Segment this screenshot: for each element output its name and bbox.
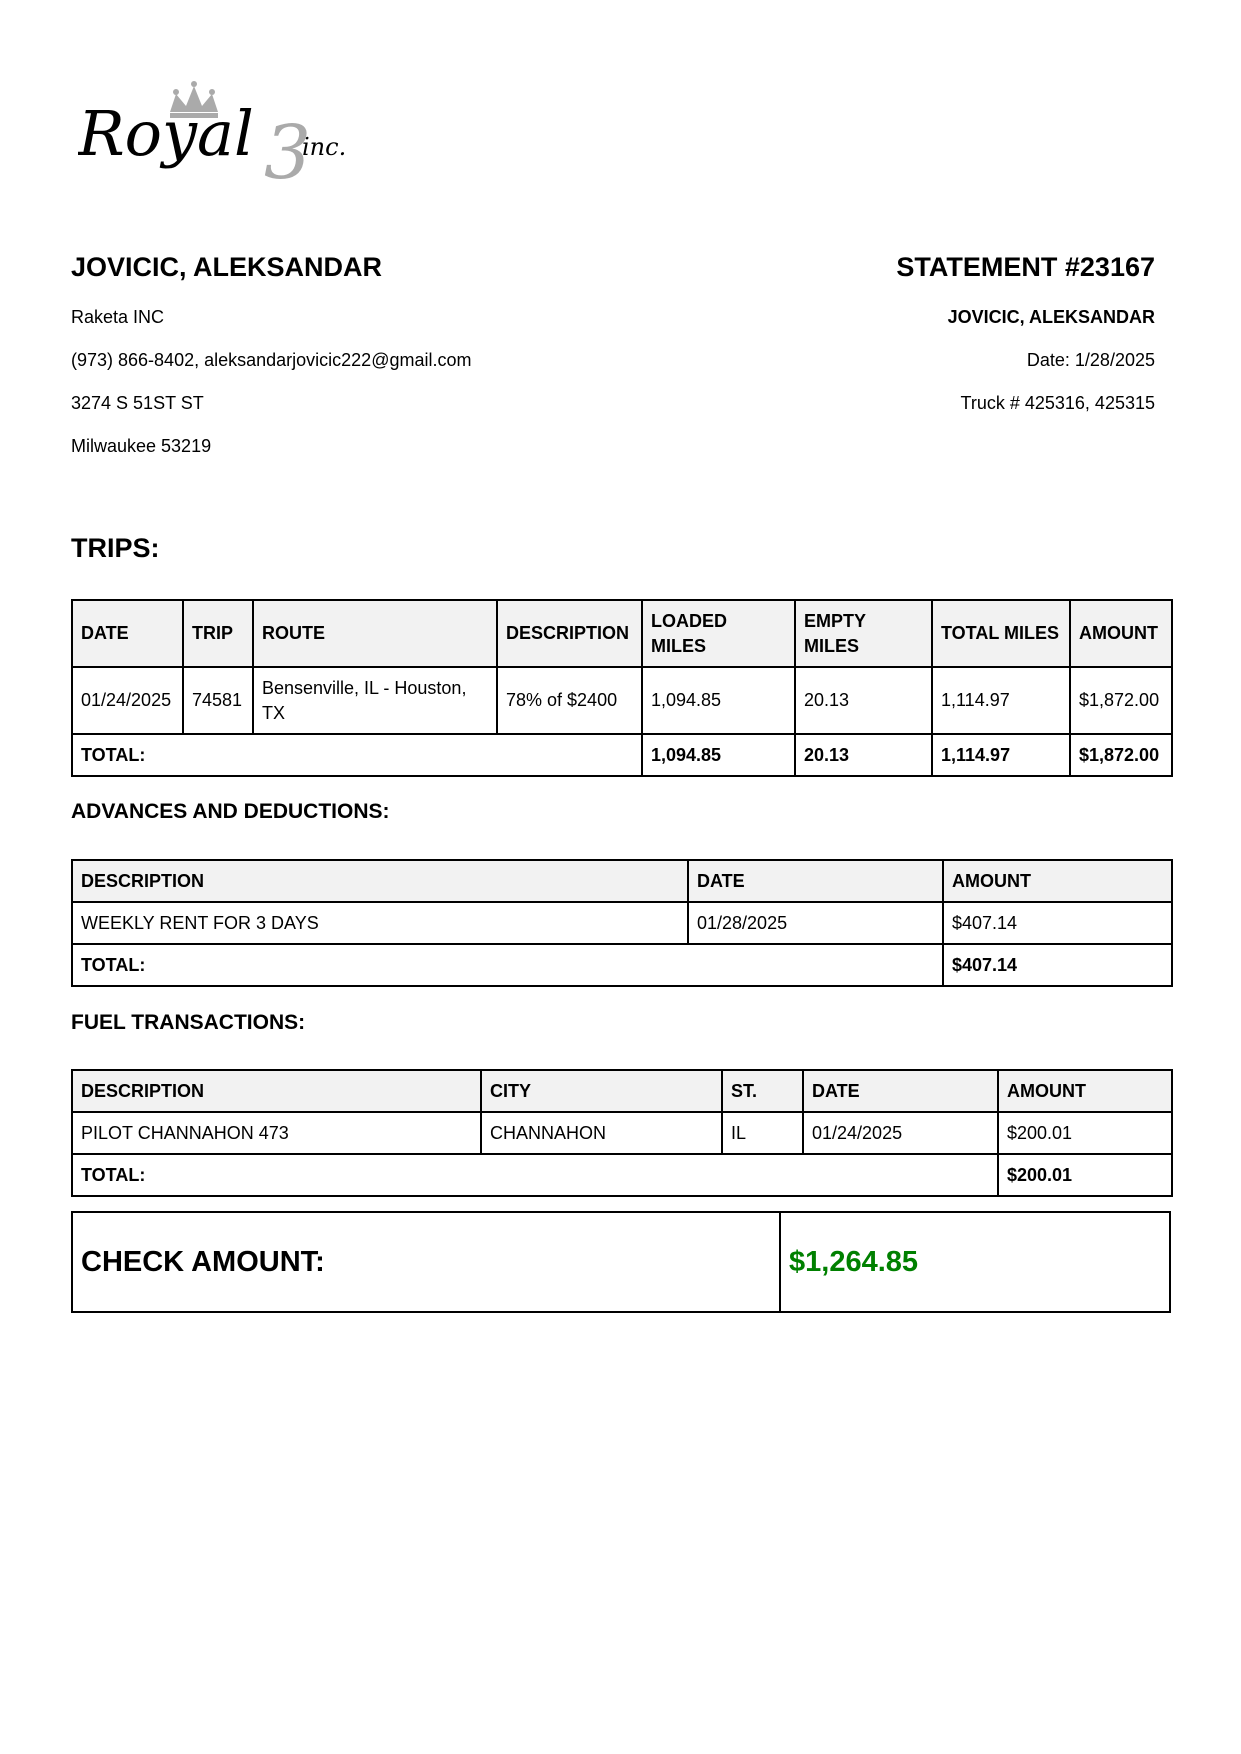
fuel-total-label: TOTAL: — [72, 1154, 998, 1196]
statement-driver-name: JOVICIC, ALEKSANDAR — [947, 307, 1155, 327]
advances-total-label: TOTAL: — [72, 944, 943, 986]
trips-total-row — [72, 734, 1172, 776]
column-header: CITY — [481, 1070, 722, 1112]
trips-total-label: TOTAL: — [72, 734, 642, 776]
trip-empty-miles: 20.13 — [795, 667, 932, 734]
company-name: Raketa INC — [71, 307, 165, 327]
column-header: AMOUNT — [943, 860, 1172, 902]
column-header: ROUTE — [253, 600, 497, 667]
advances-table — [71, 859, 1173, 987]
advance-description: WEEKLY RENT FOR 3 DAYS — [72, 902, 688, 944]
truck-numbers: Truck # 425316, 425315 — [960, 393, 1155, 413]
advances-header-row — [72, 860, 1172, 902]
check-amount-box — [71, 1211, 1171, 1313]
column-header: DATE — [72, 600, 183, 667]
trip-loaded-miles: 1,094.85 — [642, 667, 795, 734]
column-header: AMOUNT — [1070, 600, 1172, 667]
trip-total-miles: 1,114.97 — [932, 667, 1070, 734]
table-row — [72, 667, 1172, 734]
fuel-state: IL — [722, 1112, 803, 1154]
fuel-amount: $200.01 — [998, 1112, 1172, 1154]
column-header: DATE — [803, 1070, 998, 1112]
fuel-total-amount: $200.01 — [998, 1154, 1172, 1196]
column-header: ST. — [722, 1070, 803, 1112]
trips-total-amount: $1,872.00 — [1070, 734, 1172, 776]
trip-number: 74581 — [183, 667, 253, 734]
fuel-title: FUEL TRANSACTIONS: — [71, 1011, 306, 1034]
column-header: LOADED MILES — [642, 600, 795, 667]
column-header: DESCRIPTION — [497, 600, 642, 667]
statement-date: Date: 1/28/2025 — [1026, 350, 1155, 370]
trips-header-row — [72, 600, 1172, 667]
check-amount-value: $1,264.85 — [789, 1245, 919, 1278]
trip-amount: $1,872.00 — [1070, 667, 1172, 734]
trip-route: Bensenville, IL - Houston, TX — [253, 667, 497, 734]
fuel-date: 01/24/2025 — [803, 1112, 998, 1154]
logo-numeral: 3 — [264, 110, 312, 190]
fuel-total-row — [72, 1154, 1172, 1196]
contact-info: (973) 866-8402, aleksandarjovicic222@gmail.com — [71, 350, 472, 370]
driver-name: JOVICIC, ALEKSANDAR — [71, 252, 383, 282]
table-row — [72, 1112, 1172, 1154]
column-header: EMPTY MILES — [795, 600, 932, 667]
trips-title: TRIPS: — [71, 533, 160, 563]
fuel-description: PILOT CHANNAHON 473 — [72, 1112, 481, 1154]
column-header: AMOUNT — [998, 1070, 1172, 1112]
column-header: DATE — [688, 860, 943, 902]
fuel-table — [71, 1069, 1173, 1197]
trips-total-empty: 20.13 — [795, 734, 932, 776]
trips-total-miles: 1,114.97 — [932, 734, 1070, 776]
advances-total-row — [72, 944, 1172, 986]
street-address: 3274 S 51ST ST — [71, 393, 204, 413]
company-logo — [78, 80, 398, 190]
logo-suffix: inc. — [302, 133, 347, 161]
trip-date: 01/24/2025 — [72, 667, 183, 734]
city-zip: Milwaukee 53219 — [71, 436, 212, 456]
column-header: TRIP — [183, 600, 253, 667]
trip-description: 78% of $2400 — [497, 667, 642, 734]
fuel-city: CHANNAHON — [481, 1112, 722, 1154]
advance-date: 01/28/2025 — [688, 902, 943, 944]
fuel-header-row — [72, 1070, 1172, 1112]
advances-total-amount: $407.14 — [943, 944, 1172, 986]
trips-table — [71, 599, 1173, 777]
statement-title: STATEMENT #23167 — [896, 252, 1155, 282]
logo-word: Royal — [78, 97, 254, 170]
column-header: DESCRIPTION — [72, 1070, 481, 1112]
column-header: TOTAL MILES — [932, 600, 1070, 667]
table-row — [72, 902, 1172, 944]
trips-total-loaded: 1,094.85 — [642, 734, 795, 776]
check-amount-label: CHECK AMOUNT: — [73, 1213, 781, 1311]
column-header: DESCRIPTION — [72, 860, 688, 902]
advances-title: ADVANCES AND DEDUCTIONS: — [71, 800, 390, 823]
advance-amount: $407.14 — [943, 902, 1172, 944]
